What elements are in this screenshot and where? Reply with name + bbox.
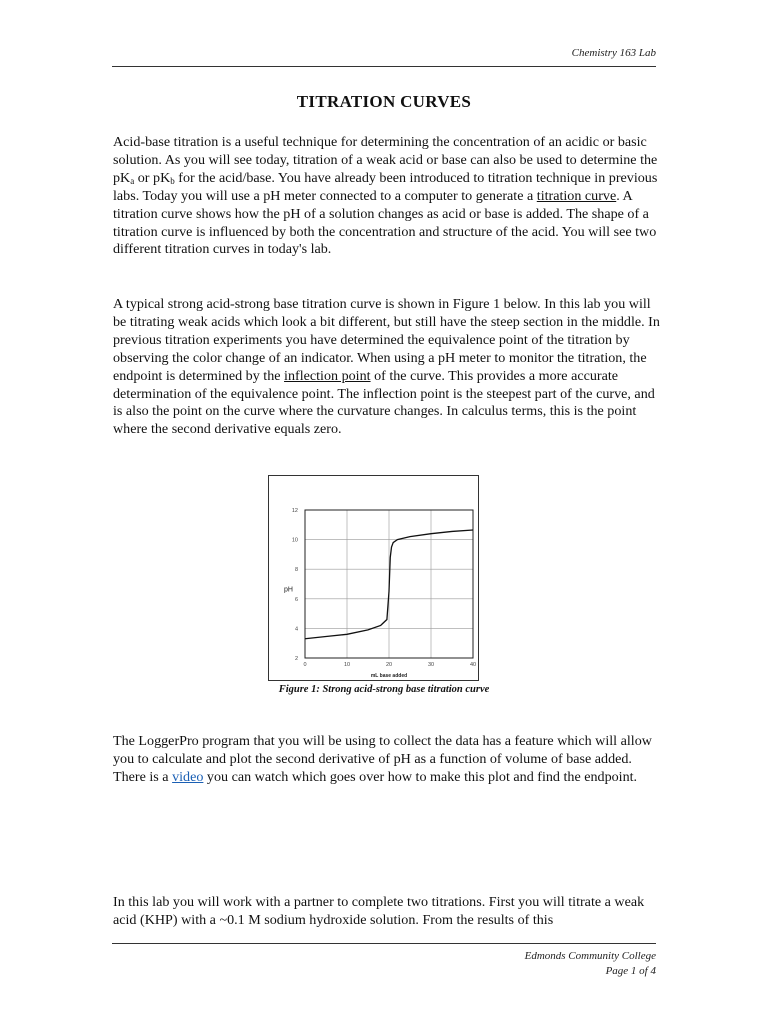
x-tick-labels	[303, 662, 476, 668]
x-tick-label: 10	[343, 662, 351, 668]
inflection-text-1: A typical strong acid-strong base titration curve is shown in Figure 1 below. In this lab you will be titrating weak acids which look a bit different, but still have the steep section in the middle. In previous titration experiments you have determined the equivalence point of the titration by observing the color change of an indicator. When using a pH meter to monitor the titration, the endpoint is determined by the	[113, 296, 660, 384]
page-title: TITRATION CURVES	[296, 92, 472, 111]
intro-text-2: or pK	[134, 169, 171, 186]
loggerpro-text-1: The LoggerPro program that you will be using to collect the data has a feature which will allow you to calculate and plot the second derivative of pH as a function of volume of base added. There is a	[113, 733, 652, 785]
subscript-a: a	[130, 175, 135, 186]
footer-college: Edmonds Community College	[524, 950, 656, 962]
figure-1	[268, 475, 479, 681]
inflection-text-2: of the curve. This provides a more accurate determination of the equivalence point. The inflection point is the steepest part of the curve, and is also the point on the curve where the curvature changes. In calculus terms, this is the point where the second derivative equals zero.	[113, 367, 655, 438]
x-tick-label: 20	[385, 662, 393, 668]
y-axis-label: pH	[284, 586, 293, 594]
header-divider	[112, 66, 656, 67]
x-tick-label: 0	[303, 662, 307, 668]
x-tick-label: 30	[427, 662, 435, 668]
footer-divider	[112, 943, 656, 944]
footer-page-number: Page 1 of 4	[605, 965, 656, 977]
y-tick-label: 12	[291, 508, 298, 514]
y-tick-label: 4	[294, 626, 298, 633]
loggerpro-paragraph	[113, 733, 661, 787]
x-axis-label: mL base added	[370, 673, 408, 679]
y-tick-labels	[292, 508, 298, 662]
partner-paragraph: In this lab you will work with a partner to complete two titrations. First you will titrate a weak acid (KHP) with a ~0.1 M sodium hydroxide solution. From the results of this	[113, 894, 645, 928]
x-tick-label: 40	[469, 662, 477, 668]
loggerpro-text-2: you can watch which goes over how to make this plot and find the endpoint.	[203, 768, 638, 785]
subscript-b: b	[170, 175, 175, 186]
term-titration-curve: titration curve	[536, 187, 617, 204]
intro-text-3: for the acid/base. You have already been introduced to titration technique in previous labs. Today you will use a pH meter connected to a computer to generate a	[113, 169, 658, 204]
intro-text-4: . A titration curve shows how the pH of a solution changes as acid or base is added. The shape of a titration curve is influenced by both the concentration and structure of the acid. You will see two different titration curves in today's lab.	[113, 187, 657, 258]
intro-text-1: Acid-base titration is a useful technique for determining the concentration of an acidic or basic solution. As you will see today, titration of a weak acid or base can also be used to determine the pK	[113, 134, 658, 186]
term-inflection-point: inflection point	[284, 367, 371, 384]
figure-caption: Figure 1: Strong acid-strong base titration curve	[278, 684, 490, 695]
header-course-label: Chemistry 163 Lab	[571, 47, 656, 59]
y-tick-label: 8	[294, 567, 298, 574]
y-tick-label: 6	[294, 596, 298, 603]
titration-chart	[269, 476, 478, 680]
y-tick-label: 10	[291, 537, 298, 544]
intro-paragraph	[113, 134, 661, 259]
inflection-paragraph	[113, 296, 661, 439]
y-tick-label: 2	[294, 656, 298, 662]
video-link[interactable]: video	[172, 768, 204, 785]
